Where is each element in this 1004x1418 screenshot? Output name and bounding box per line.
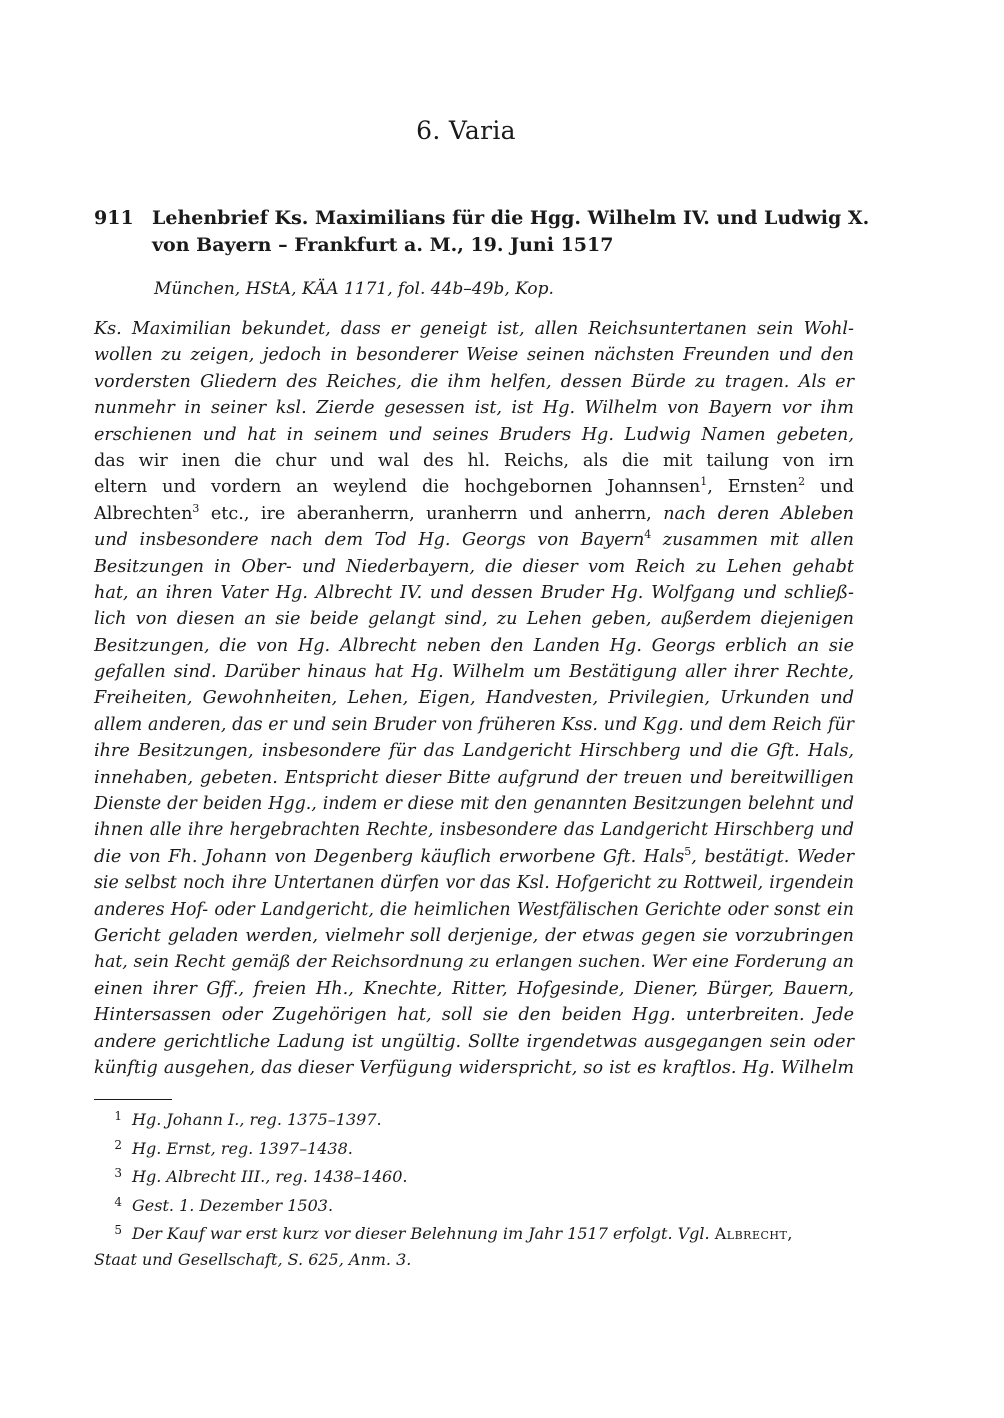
body-line: vordersten Gliedern des Reiches, die ihm helfen, dessen Bürde zu tragen. Als er <box>94 371 854 392</box>
quote-text: und <box>805 477 854 498</box>
regest-text: , bestätigt. Weder <box>691 846 854 867</box>
body-line <box>94 844 854 870</box>
body-line: künftig ausgehen, das dieser Verfügung widerspricht, so ist es kraftlos. Hg. Wilhelm <box>94 1057 854 1078</box>
body-line: wollen zu zeigen, jedoch in besonderer Weise seinen nächsten Freunden und den <box>94 345 854 366</box>
body-line: nunmehr in seiner ksl. Zierde gesessen ist, ist Hg. Wilhelm von Bayern vor ihm <box>94 398 854 419</box>
regest-text: und insbesondere nach dem Tod Hg. Georgs von Bayern <box>94 530 645 551</box>
document-title <box>152 205 870 259</box>
document-number: 911 <box>94 207 134 229</box>
quote-text: eltern und vordern an weylend die hochgebornen Johannsen <box>94 477 701 498</box>
source-reference: München, HStA, KÄA 1171, fol. 44b–49b, Kop. <box>154 279 554 299</box>
chapter-title: 6. Varia <box>416 116 516 145</box>
body-line: sie selbst noch ihre Untertanen dürfen vor das Ksl. Hofgericht zu Rottweil, irgendein <box>94 873 854 894</box>
footnote-number: 4 <box>114 1194 122 1209</box>
body-line: Freiheiten, Gewohnheiten, Lehen, Eigen, Handvesten, Privilegien, Urkunden und <box>94 688 854 709</box>
footnote-4 <box>94 1190 854 1219</box>
footnote-text: Hg. Johann I., reg. 1375–1397. <box>132 1110 382 1129</box>
body-line: gefallen sind. Darüber hinaus hat Hg. Wilhelm um Bestätigung aller ihrer Rechte, <box>94 662 854 683</box>
footnotes <box>94 1104 854 1272</box>
regest-text: zusammen mit allen <box>651 530 854 551</box>
body-line-quote <box>94 501 854 527</box>
footnote-text: Hg. Ernst, reg. 1397–1438. <box>132 1138 353 1158</box>
footnote-text: Hg. Albrecht III., reg. 1438–1460. <box>132 1167 408 1186</box>
body-line: hat, an ihren Vater Hg. Albrecht IV. und dessen Bruder Hg. Wolfgang und schließ- <box>94 582 854 603</box>
author-name: Albrecht, <box>714 1224 793 1243</box>
regest-text: nach deren Ableben <box>663 503 854 524</box>
body-line: Ks. Maximilian bekundet, dass er geneigt ist, allen Reichsuntertanen sein Wohl- <box>94 319 854 339</box>
footnote-text: Gest. 1. Dezember 1503. <box>132 1195 334 1215</box>
document-title-line-1: Lehenbrief Ks. Maximilians für die Hgg. Wilhelm IV. und Ludwig X. <box>152 207 870 229</box>
footnote-number: 3 <box>114 1166 122 1180</box>
footnote-separator <box>94 1099 172 1100</box>
body-line-quote: das wir inen die chur und wal des hl. Reichs, als die mit tailung von irn <box>94 450 854 471</box>
footnote-1 <box>94 1104 854 1133</box>
body-line: einen ihrer Gff., freien Hh., Knechte, Ritter, Hofgesinde, Diener, Bürger, Bauern, <box>94 978 854 999</box>
footnote-number: 2 <box>114 1137 122 1152</box>
footnote-number: 5 <box>114 1223 122 1237</box>
footnote-5 <box>94 1218 854 1247</box>
body-line: ihnen alle ihre hergebrachten Rechte, insbesondere das Landgericht Hirschberg und <box>94 820 854 841</box>
body-line: Hintersassen oder Zugehörigen hat, soll sie den beiden Hgg. unterbreiten. Jede <box>94 1005 854 1026</box>
footnote-number: 1 <box>114 1109 122 1123</box>
footnote-2 <box>94 1133 854 1162</box>
regest-text: die von Fh. Johann von Degenberg käuflich erworbene Gft. Hals <box>94 846 685 867</box>
footnote-5-continuation: Staat und Gesellschaft, S. 625, Anm. 3. <box>94 1249 412 1269</box>
footnote-ref-1[interactable]: 1 <box>700 475 708 489</box>
document-title-line-2: von Bayern – Frankfurt a. M., 19. Juni 1517 <box>152 234 614 256</box>
quote-text: , Ernsten <box>707 477 799 498</box>
body-line-quote <box>94 474 854 500</box>
footnote-ref-4[interactable]: 4 <box>644 528 652 542</box>
footnote-ref-5[interactable]: 5 <box>684 844 692 858</box>
quote-text: etc., ire aberanherrn, uranherrn und anherrn, <box>199 503 664 524</box>
body-line: Besitzungen, die von Hg. Albrecht neben den Landen Hg. Georgs erblich an sie <box>94 635 854 656</box>
body-line <box>94 527 854 553</box>
document-heading <box>94 205 870 259</box>
body-line: allem anderen, das er und sein Bruder von früheren Kss. und Kgg. und dem Reich für <box>94 714 854 735</box>
body-line: andere gerichtliche Ladung ist ungültig. Sollte irgendetwas ausgegangen sein oder <box>94 1031 854 1052</box>
footnote-ref-3[interactable]: 3 <box>192 501 200 515</box>
footnote-3 <box>94 1161 854 1190</box>
quote-text: Albrechten <box>94 503 193 524</box>
footnote-text: Der Kauf war erst kurz vor dieser Belehnung im Jahr 1517 erfolgt. Vgl. <box>132 1224 710 1243</box>
body-line: lich von diesen an sie beide gelangt sind, zu Lehen geben, außerdem diejenigen <box>94 609 854 630</box>
regest-body <box>94 316 854 1081</box>
body-line: anderes Hof- oder Landgericht, die heimlichen Westfälischen Gerichte oder sonst ein <box>94 899 854 920</box>
body-line: Dienste der beiden Hgg., indem er diese mit den genannten Besitzungen belehnt und <box>94 794 854 815</box>
body-line: Gericht geladen werden, vielmehr soll derjenige, der etwas gegen sie vorzubringen <box>94 925 854 946</box>
body-line: erschienen und hat in seinem und seines Bruders Hg. Ludwig Namen gebeten, <box>94 424 854 445</box>
footnote-ref-2[interactable]: 2 <box>798 475 806 489</box>
body-line: ihre Besitzungen, insbesondere für das Landgericht Hirschberg und die Gft. Hals, <box>94 741 854 762</box>
body-line: Besitzungen in Ober- und Niederbayern, die dieser vom Reich zu Lehen gehabt <box>94 556 854 577</box>
body-line: innehaben, gebeten. Entspricht dieser Bitte aufgrund der treuen und bereitwilligen <box>94 767 854 788</box>
body-line: hat, sein Recht gemäß der Reichsordnung zu erlangen suchen. Wer eine Forderung an <box>94 952 854 973</box>
